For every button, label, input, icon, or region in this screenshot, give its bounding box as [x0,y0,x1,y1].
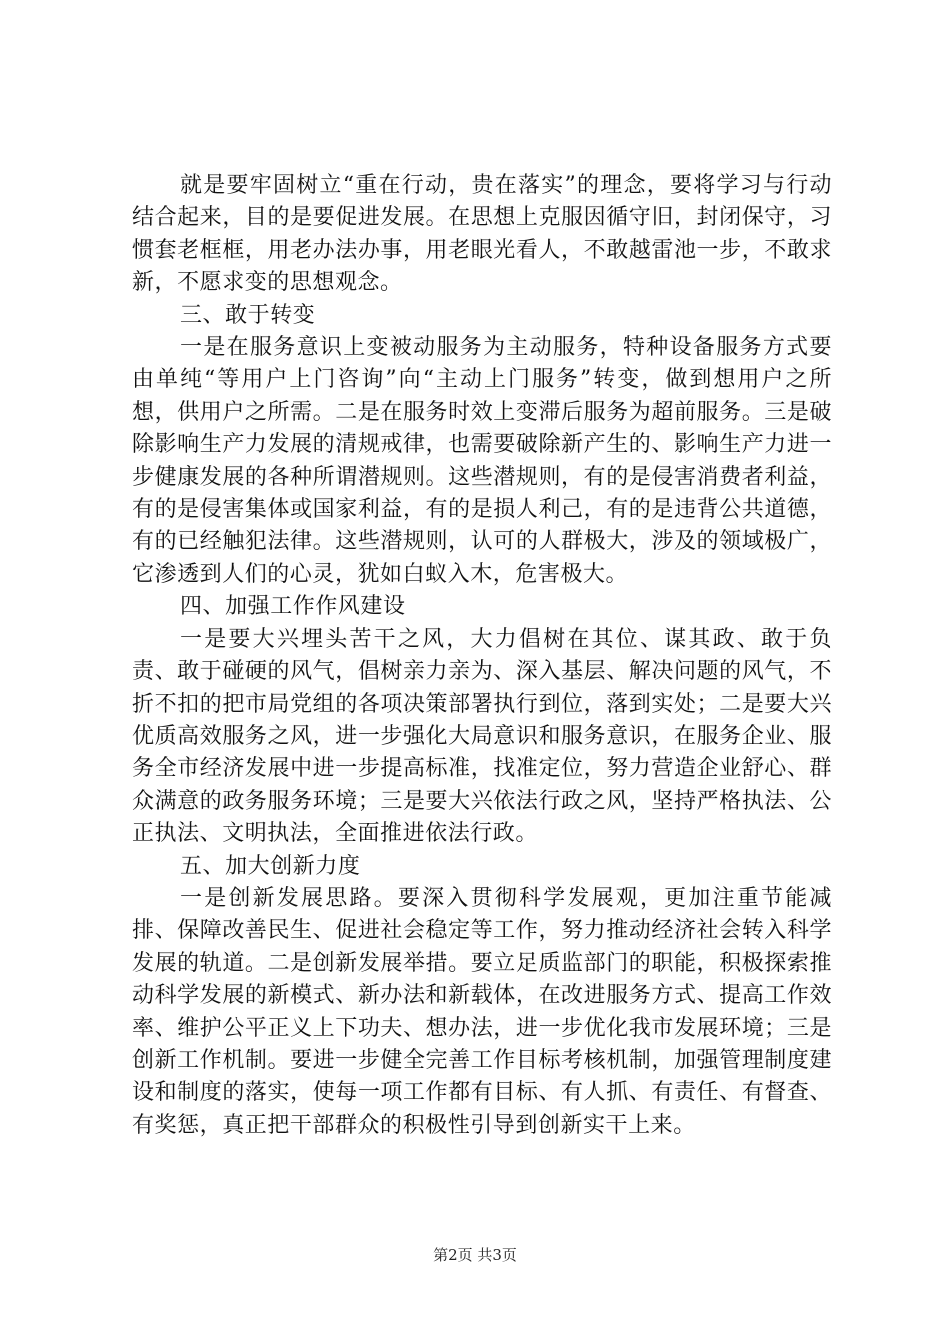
section-heading-3: 三、敢于转变 [180,302,316,328]
body-text [132,170,832,1142]
paragraph-section-5: 一是创新发展思路。要深入贯彻科学发展观，更加注重节能减排、保障改善民生、促进社会稳定等工作，努力推动经济社会转入科学发展的轨道。二是创新发展举措。要立足质监部门的职能，积极探索推动科学发展的新模式、新办法和新载体，在改进服务方式、提高工作效率、维护公平正义上下功夫、想办法，进一步优化我市发展环境；三是创新工作机制。要进一步健全完善工作目标考核机制，加强管理制度建设和制度的落实，使每一项工作都有目标、有人抓、有责任、有督查、有奖惩，真正把干部群众的积极性引导到创新实干上来。 [132,885,832,1138]
section-heading-5: 五、加大创新力度 [180,853,361,879]
section-heading-4: 四、加强工作作风建设 [180,594,406,620]
page-footer: 第2页 共3页 [433,1246,517,1264]
paragraph-section-3: 一是在服务意识上变被动服务为主动服务，特种设备服务方式要由单纯“等用户上门咨询”向“主动上门服务”转变，做到想用户之所想，供用户之所需。二是在服务时效上变滞后服务为超前服务。三是破除影响生产力发展的清规戒律，也需要破除新产生的、影响生产力进一步健康发展的各种所谓潜规则。这些潜规则，有的是侵害消费者利益，有的是侵害集体或国家利益，有的是损人利己，有的是违背公共道德，有的已经触犯法律。这些潜规则，认可的人群极大，涉及的领域极广，它渗透到人们的心灵，犹如白蚁入木，危害极大。 [132,335,832,587]
paragraph-section-4: 一是要大兴埋头苦干之风，大力倡树在其位、谋其政、敢于负责、敢于碰硬的风气，倡树亲力亲为、深入基层、解决问题的风气，不折不扣的把市局党组的各项决策部署执行到位，落到实处；二是要大兴优质高效服务之风，进一步强化大局意识和服务意识，在服务企业、服务全市经济发展中进一步提高标准，找准定位，努力营造企业舒心、群众满意的政务服务环境；三是要大兴依法行政之风，坚持严格执法、公正执法、文明执法，全面推进依法行政。 [132,626,832,847]
paragraph-intro: 就是要牢固树立“重在行动，贵在落实”的理念，要将学习与行动结合起来，目的是要促进发展。在思想上克服因循守旧，封闭保守，习惯套老框框，用老办法办事，用老眼光看人，不敢越雷池一步，不敢求新，不愿求变的思想观念。 [132,173,832,296]
